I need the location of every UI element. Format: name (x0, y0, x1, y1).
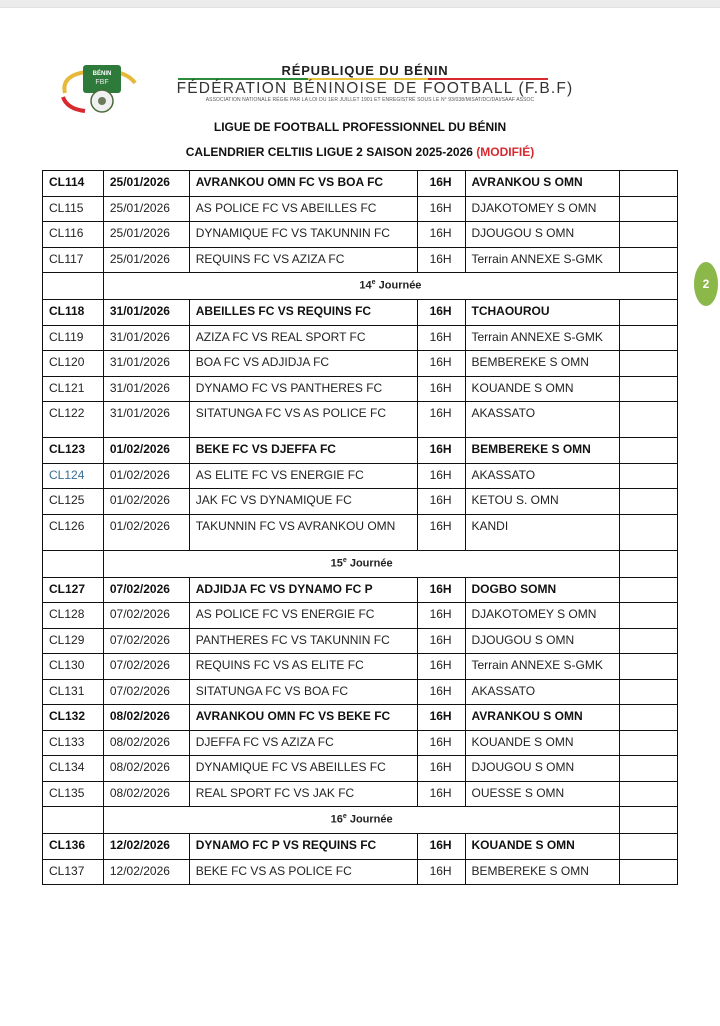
match-time: 16H (417, 489, 465, 515)
match-venue: DJAKOTOMEY S OMN (465, 196, 620, 222)
empty-cell (43, 273, 104, 300)
empty-cell (620, 300, 678, 326)
journee-row-j16 (43, 807, 678, 834)
journee-ordinal: e (342, 556, 347, 564)
journee-row-j15 (43, 550, 678, 577)
match-teams: ABEILLES FC VS REQUINS FC (189, 300, 417, 326)
page-number-badge: 2 (694, 262, 718, 306)
match-teams: BOA FC VS ADJIDJA FC (189, 351, 417, 377)
match-teams: AZIZA FC VS REAL SPORT FC (189, 325, 417, 351)
match-date: 01/02/2026 (103, 463, 189, 489)
journee-text: Journée (346, 813, 393, 826)
match-venue: BEMBEREKE S OMN (465, 859, 620, 885)
table-row (43, 730, 678, 756)
match-venue: Terrain ANNEXE S-GMK (465, 654, 620, 680)
match-venue: AKASSATO (465, 402, 620, 438)
match-teams: AS POLICE FC VS ABEILLES FC (189, 196, 417, 222)
match-teams: BEKE FC VS DJEFFA FC (189, 438, 417, 464)
journee-text: Journée (346, 557, 393, 570)
match-teams: BEKE FC VS AS POLICE FC (189, 859, 417, 885)
match-venue: DJOUGOU S OMN (465, 756, 620, 782)
match-teams: REQUINS FC VS AZIZA FC (189, 247, 417, 273)
match-teams: REAL SPORT FC VS JAK FC (189, 781, 417, 807)
empty-cell (620, 859, 678, 885)
match-date: 31/01/2026 (103, 300, 189, 326)
match-code: CL137 (43, 859, 104, 885)
match-date: 08/02/2026 (103, 781, 189, 807)
match-time: 16H (417, 222, 465, 248)
journee-number: 14 (359, 279, 372, 292)
match-code: CL134 (43, 756, 104, 782)
match-venue: KANDI (465, 514, 620, 550)
modified-label: (MODIFIÉ) (476, 145, 535, 159)
match-code: CL129 (43, 628, 104, 654)
match-time: 16H (417, 247, 465, 273)
match-venue: TCHAOUROU (465, 300, 620, 326)
match-date: 31/01/2026 (103, 402, 189, 438)
match-time: 16H (417, 402, 465, 438)
match-code: CL127 (43, 577, 104, 603)
match-time: 16H (417, 705, 465, 731)
match-code: CL116 (43, 222, 104, 248)
journee-number: 16 (330, 813, 343, 826)
match-venue: DJOUGOU S OMN (465, 628, 620, 654)
match-venue: Terrain ANNEXE S-GMK (465, 247, 620, 273)
empty-cell (620, 351, 678, 377)
match-code: CL126 (43, 514, 104, 550)
match-code: CL115 (43, 196, 104, 222)
match-venue: AKASSATO (465, 679, 620, 705)
match-code: CL125 (43, 489, 104, 515)
match-date: 01/02/2026 (103, 489, 189, 515)
empty-cell (620, 376, 678, 402)
match-teams: DYNAMO FC P VS REQUINS FC (189, 834, 417, 860)
table-row (43, 756, 678, 782)
logo-text-benin: BÉNIN (92, 71, 112, 77)
match-teams: TAKUNNIN FC VS AVRANKOU OMN (189, 514, 417, 550)
match-time: 16H (417, 603, 465, 629)
match-code: CL114 (43, 171, 104, 197)
journee-label (103, 807, 620, 834)
table-row (43, 463, 678, 489)
empty-cell (620, 807, 678, 834)
calendar-title (0, 145, 720, 159)
match-code: CL130 (43, 654, 104, 680)
match-time: 16H (417, 438, 465, 464)
match-time: 16H (417, 577, 465, 603)
match-code: CL117 (43, 247, 104, 273)
match-code: CL131 (43, 679, 104, 705)
match-code: CL119 (43, 325, 104, 351)
match-date: 07/02/2026 (103, 628, 189, 654)
match-code: CL133 (43, 730, 104, 756)
empty-cell (620, 438, 678, 464)
match-venue: BEMBEREKE S OMN (465, 438, 620, 464)
match-time: 16H (417, 300, 465, 326)
empty-cell (620, 489, 678, 515)
match-code: CL118 (43, 300, 104, 326)
match-time: 16H (417, 756, 465, 782)
empty-cell (620, 402, 678, 438)
fbf-logo-icon (55, 63, 155, 113)
table-row (43, 351, 678, 377)
table-row (43, 247, 678, 273)
match-venue: KOUANDE S OMN (465, 834, 620, 860)
empty-cell (620, 325, 678, 351)
match-code: CL123 (43, 438, 104, 464)
match-teams: DYNAMIQUE FC VS TAKUNNIN FC (189, 222, 417, 248)
table-row (43, 438, 678, 464)
match-code: CL135 (43, 781, 104, 807)
match-teams: DJEFFA FC VS AZIZA FC (189, 730, 417, 756)
empty-cell (620, 247, 678, 273)
match-date: 25/01/2026 (103, 222, 189, 248)
match-code: CL122 (43, 402, 104, 438)
match-date: 07/02/2026 (103, 654, 189, 680)
journee-row-j14 (43, 273, 678, 300)
match-time: 16H (417, 679, 465, 705)
top-bar (0, 0, 720, 8)
match-venue: AKASSATO (465, 463, 620, 489)
journee-number: 15 (330, 557, 343, 570)
empty-cell (620, 514, 678, 550)
match-venue: BEMBEREKE S OMN (465, 351, 620, 377)
match-venue: OUESSE S OMN (465, 781, 620, 807)
match-date: 25/01/2026 (103, 247, 189, 273)
empty-cell (620, 654, 678, 680)
table-row (43, 654, 678, 680)
match-teams: DYNAMIQUE FC VS ABEILLES FC (189, 756, 417, 782)
table-row (43, 376, 678, 402)
match-date: 01/02/2026 (103, 438, 189, 464)
empty-cell (620, 577, 678, 603)
journee-label (103, 550, 620, 577)
match-venue: DJOUGOU S OMN (465, 222, 620, 248)
match-time: 16H (417, 463, 465, 489)
empty-cell (620, 756, 678, 782)
match-date: 07/02/2026 (103, 603, 189, 629)
match-code: CL120 (43, 351, 104, 377)
republic-heading: RÉPUBLIQUE DU BÉNIN (281, 63, 449, 78)
match-venue: KETOU S. OMN (465, 489, 620, 515)
match-time: 16H (417, 859, 465, 885)
match-teams: SITATUNGA FC VS AS POLICE FC (189, 402, 417, 438)
match-time: 16H (417, 351, 465, 377)
match-code: CL121 (43, 376, 104, 402)
match-venue: AVRANKOU S OMN (465, 171, 620, 197)
match-venue: Terrain ANNEXE S-GMK (465, 325, 620, 351)
empty-cell (620, 463, 678, 489)
match-time: 16H (417, 781, 465, 807)
match-teams: ADJIDJA FC VS DYNAMO FC P (189, 577, 417, 603)
match-teams: AS POLICE FC VS ENERGIE FC (189, 603, 417, 629)
match-teams: REQUINS FC VS AS ELITE FC (189, 654, 417, 680)
table-row (43, 577, 678, 603)
match-date: 01/02/2026 (103, 514, 189, 550)
match-time: 16H (417, 628, 465, 654)
table-row (43, 781, 678, 807)
match-date: 31/01/2026 (103, 376, 189, 402)
table-row (43, 834, 678, 860)
fixtures-table (42, 170, 678, 885)
empty-cell (620, 222, 678, 248)
match-date: 12/02/2026 (103, 859, 189, 885)
match-teams: DYNAMO FC VS PANTHERES FC (189, 376, 417, 402)
empty-cell (43, 550, 104, 577)
match-date: 25/01/2026 (103, 196, 189, 222)
journee-text: Journée (375, 279, 422, 292)
calendar-title-text: CALENDRIER CELTIIS LIGUE 2 SAISON 2025-2026 (185, 145, 473, 159)
empty-cell (620, 603, 678, 629)
match-date: 31/01/2026 (103, 325, 189, 351)
league-title: LIGUE DE FOOTBALL PROFESSIONNEL DU BÉNIN (213, 120, 507, 134)
match-venue: KOUANDE S OMN (465, 730, 620, 756)
match-time: 16H (417, 376, 465, 402)
match-time: 16H (417, 171, 465, 197)
match-date: 25/01/2026 (103, 171, 189, 197)
match-date: 08/02/2026 (103, 705, 189, 731)
empty-cell (620, 171, 678, 197)
match-time: 16H (417, 730, 465, 756)
logo-text-fbf: FBF (95, 79, 109, 86)
match-date: 07/02/2026 (103, 577, 189, 603)
match-date: 08/02/2026 (103, 756, 189, 782)
match-time: 16H (417, 514, 465, 550)
table-row (43, 679, 678, 705)
journee-label (103, 273, 677, 300)
match-teams: JAK FC VS DYNAMIQUE FC (189, 489, 417, 515)
match-date: 08/02/2026 (103, 730, 189, 756)
match-teams: AVRANKOU OMN FC VS BOA FC (189, 171, 417, 197)
match-date: 31/01/2026 (103, 351, 189, 377)
empty-cell (620, 834, 678, 860)
empty-cell (620, 550, 678, 577)
empty-cell (43, 807, 104, 834)
empty-cell (620, 705, 678, 731)
journee-ordinal: e (371, 279, 376, 286)
empty-cell (620, 730, 678, 756)
journee-ordinal: e (342, 813, 347, 820)
table-row (43, 489, 678, 515)
match-date: 12/02/2026 (103, 834, 189, 860)
table-row (43, 222, 678, 248)
match-venue: DOGBO SOMN (465, 577, 620, 603)
match-code: CL124 (43, 463, 104, 489)
match-venue: AVRANKOU S OMN (465, 705, 620, 731)
match-teams: AVRANKOU OMN FC VS BEKE FC (189, 705, 417, 731)
table-row (43, 705, 678, 731)
match-code: CL128 (43, 603, 104, 629)
empty-cell (620, 628, 678, 654)
match-teams: AS ELITE FC VS ENERGIE FC (189, 463, 417, 489)
table-row (43, 514, 678, 550)
match-venue: DJAKOTOMEY S OMN (465, 603, 620, 629)
table-row (43, 325, 678, 351)
match-date: 07/02/2026 (103, 679, 189, 705)
match-time: 16H (417, 325, 465, 351)
table-row (43, 859, 678, 885)
table-row (43, 300, 678, 326)
match-teams: PANTHERES FC VS TAKUNNIN FC (189, 628, 417, 654)
empty-cell (620, 679, 678, 705)
federation-heading: FÉDÉRATION BÉNINOISE DE FOOTBALL (F.B.F) (176, 80, 574, 97)
table-row (43, 628, 678, 654)
match-teams: SITATUNGA FC VS BOA FC (189, 679, 417, 705)
table-row (43, 603, 678, 629)
empty-cell (620, 781, 678, 807)
match-time: 16H (417, 196, 465, 222)
table-row (43, 402, 678, 438)
match-time: 16H (417, 834, 465, 860)
table-row (43, 196, 678, 222)
match-venue: KOUANDE S OMN (465, 376, 620, 402)
association-note: ASSOCIATION NATIONALE RÉGIE PAR LA LOI DU 1ER JUILLET 1901 ET ENREGISTRÉ SOUS LE N° 93/038/MISAT/DC/DAI/SAAF ASSOC (205, 97, 535, 103)
match-code: CL136 (43, 834, 104, 860)
match-code: CL132 (43, 705, 104, 731)
empty-cell (620, 196, 678, 222)
table-row (43, 171, 678, 197)
match-time: 16H (417, 654, 465, 680)
